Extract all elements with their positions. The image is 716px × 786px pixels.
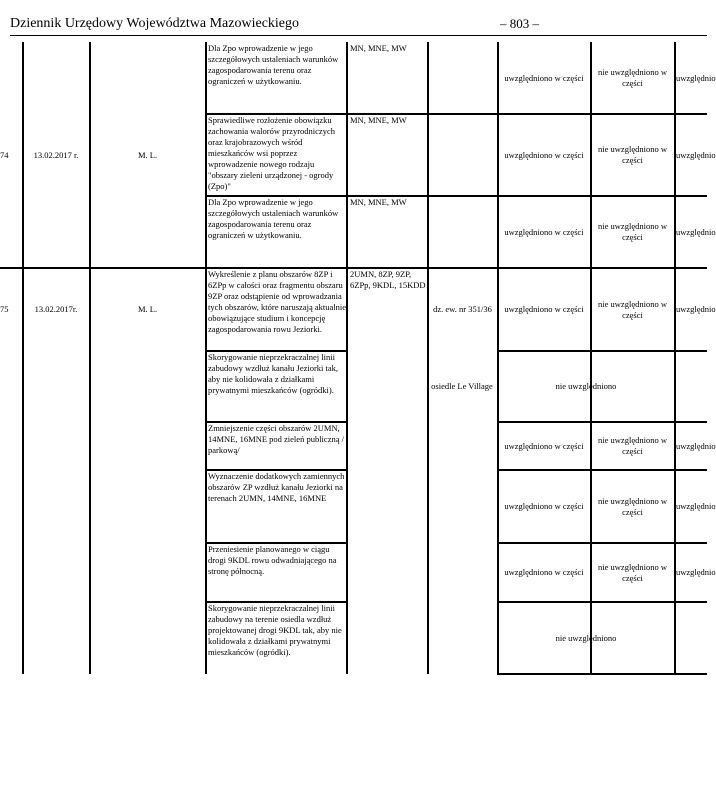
- parcel-location: osiedle Le Village: [431, 381, 493, 391]
- mayor-decision-rejection: nie uwzględniono w części: [598, 298, 667, 320]
- zone-symbols: MN, MNE, MW: [350, 197, 407, 207]
- council-decision-status: uwzględnio: [676, 304, 716, 314]
- council-decision-status: uwzględnio: [676, 149, 716, 160]
- mayor-decision-rejection: nie uwzględniono: [555, 381, 617, 391]
- zone-symbols: MN, MNE, MW: [350, 115, 407, 125]
- request-number: 74: [0, 149, 9, 160]
- request-description: Skorygowanie nieprzekraczalnej linii zabudowy na terenie osiedla wzdłuż projektowanej drogi 9KDL tak, aby nie kolidowała z działkami prywatnymi mieszkańców (ogródki).: [208, 603, 342, 657]
- header-rule: [10, 35, 707, 36]
- council-decision-status: uwzględnio: [676, 501, 716, 511]
- mayor-decision-status: uwzględniono w części: [504, 501, 584, 511]
- mayor-decision-rejection: nie uwzględniono: [555, 632, 617, 643]
- request-author: M. L.: [137, 149, 158, 160]
- mayor-decision-status: uwzględniono w części: [504, 226, 584, 237]
- mayor-decision-rejection: nie uwzględniono w części: [598, 495, 667, 517]
- mayor-decision-status: uwzględniono w części: [504, 440, 584, 451]
- mayor-decision-rejection: nie uwzględniono w części: [598, 67, 667, 88]
- request-description: Skorygowanie nieprzekraczalnej linii zabudowy wzdłuż kanału Jeziorki tak, aby nie kolidowała z działkami prywatnymi mieszkańców (ogródki).: [208, 352, 339, 395]
- journal-title: Dziennik Urzędowy Województwa Mazowieckiego: [10, 16, 300, 31]
- page-number: – 803 –: [500, 16, 539, 31]
- request-description: Przeniesienie planowanego w ciągu drogi 9KDL rowu odwadniającego na stronę północną.: [208, 544, 337, 576]
- council-decision-status: uwzględnio: [676, 72, 716, 83]
- council-decision-status: uwzględnio: [676, 226, 716, 237]
- request-description: Sprawiedliwe rozłożenie obowiązku zachowania walorów przyrodniczych oraz krajobrazowych wśród mieszkańców wsi poprzez wprowadzenie nowego rodzaju "obszary zieleni urządzonej - ogrody (Zpo)": [208, 115, 335, 191]
- request-description: Dla Zpo wprowadzenie w jego szczegółowych ustaleniach warunków zagospodarowania terenu oraz ograniczeń w użytkowaniu.: [208, 197, 339, 240]
- zone-symbols: MN, MNE, MW: [350, 43, 407, 53]
- table-border: [497, 673, 707, 675]
- parcel-number: dz. ew. nr 351/36: [433, 304, 492, 314]
- request-date: 13.02.2017r.: [34, 304, 78, 314]
- mayor-decision-status: uwzględniono w części: [504, 149, 584, 160]
- request-description: Dla Zpo wprowadzenie w jego szczegółowych ustaleniach warunków zagospodarowania terenu oraz ograniczeń w użytkowaniu.: [208, 43, 339, 86]
- request-date: 13.02.2017 r.: [33, 149, 79, 160]
- mayor-decision-status: uwzględniono w części: [504, 304, 584, 314]
- mayor-decision-status: uwzględniono w części: [504, 567, 584, 577]
- mayor-decision-rejection: nie uwzględniono w części: [598, 221, 667, 242]
- request-author: M. L.: [137, 304, 158, 314]
- request-description: Wyznaczenie dodatkowych zamiennych obszarów ZP wzdłuż kanału Jeziorki na terenach 2UMN, 14MNE, 16MNE: [208, 471, 345, 503]
- council-decision-status: uwzględnio: [676, 567, 716, 577]
- mayor-decision-rejection: nie uwzględniono w części: [598, 144, 667, 165]
- council-decision-status: uwzględnio: [676, 440, 716, 451]
- mayor-decision-status: uwzględniono w części: [504, 72, 584, 83]
- mayor-decision-rejection: nie uwzględniono w części: [598, 435, 667, 456]
- request-description: Zmniejszenie części obszarów 2UMN, 14MNE, 16MNE pod zieleń publiczną / parkową/: [208, 423, 344, 455]
- mayor-decision-rejection: nie uwzględniono w części: [598, 561, 667, 583]
- request-description: Wykreślenie z planu obszarów 8ZP i 6ZPp w całości oraz fragmentu obszaru 9ZP oraz odstąpienie od wprowadzania tych obszarów, które naruszają aktualnie obowiązujące studium i koncepcję zagospodarowania rowu Jeziorki.: [208, 269, 346, 334]
- request-number: 75: [0, 304, 9, 314]
- zone-symbols: 2UMN, 8ZP, 9ZP, 6ZPp, 9KDL, 15KDD: [350, 269, 426, 290]
